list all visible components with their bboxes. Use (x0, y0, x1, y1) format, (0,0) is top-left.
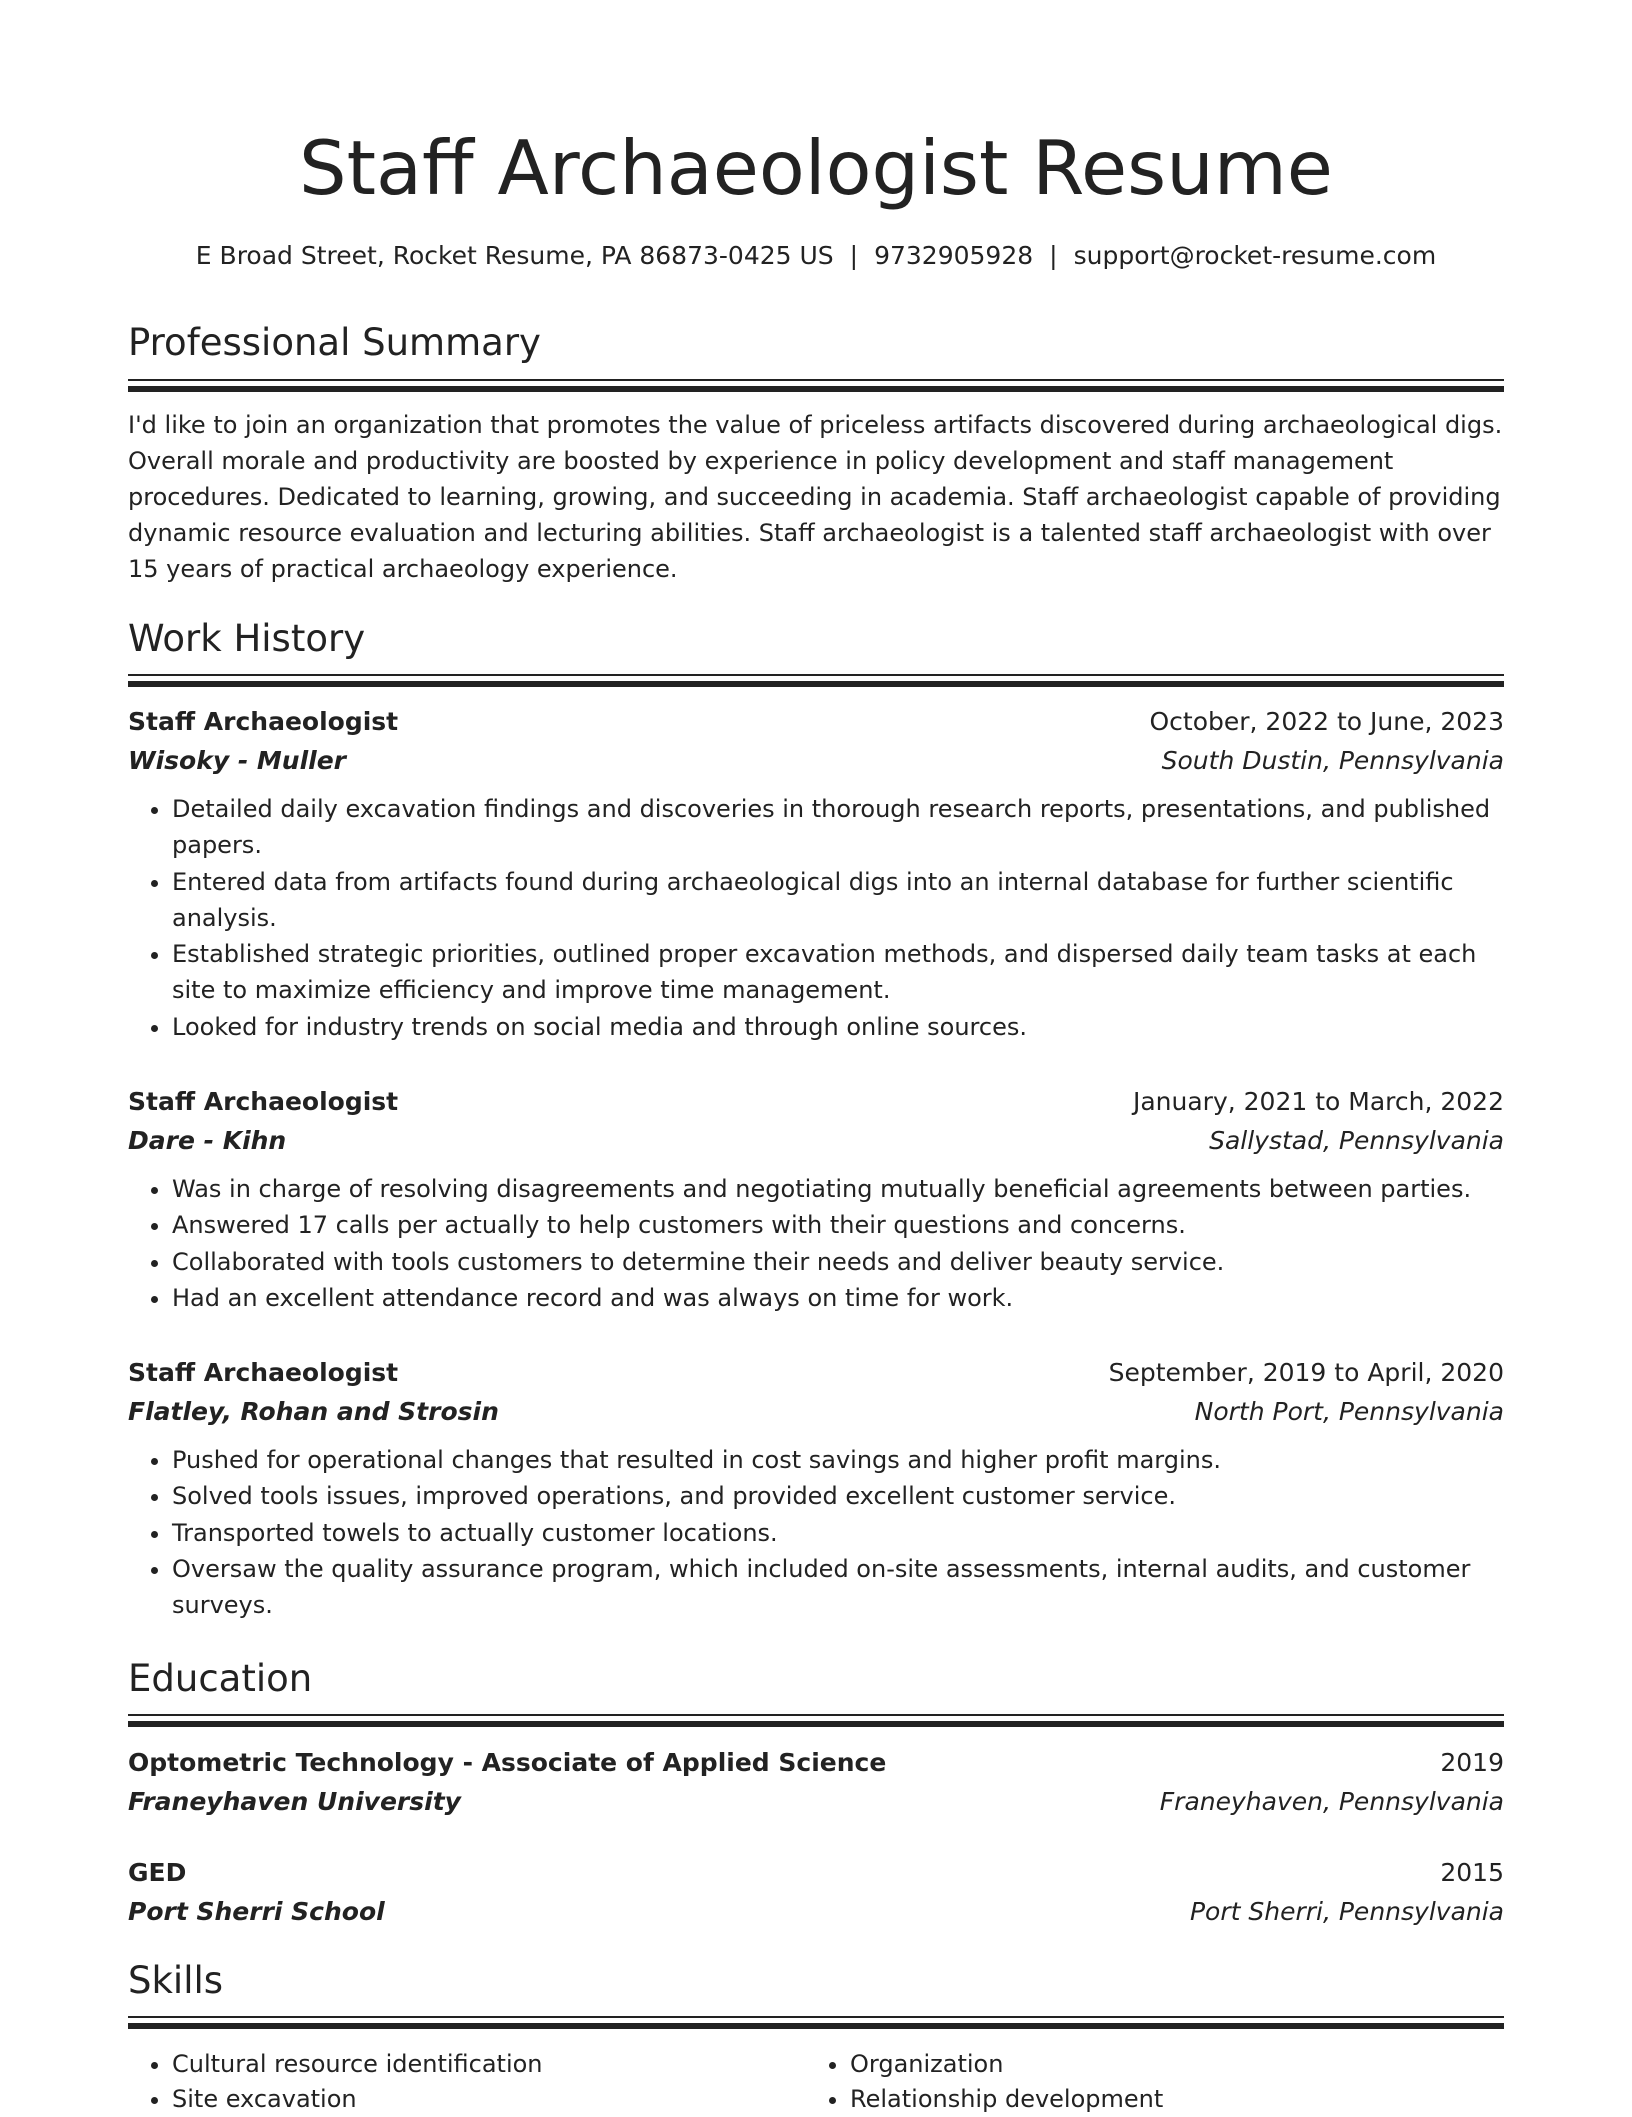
job-bullet: • Answered 17 calls per actually to help customers with their questions and concerns. (172, 1207, 1504, 1243)
skill-item: • Organization (850, 2047, 1484, 2082)
job-dates: October, 2022 to June, 2023 (1149, 707, 1504, 736)
job-title: Staff Archaeologist (128, 1087, 399, 1116)
job-company: Flatley, Rohan and Strosin (128, 1397, 499, 1426)
education-year: 2015 (1440, 1858, 1504, 1887)
job-bullet: • Detailed daily excavation findings and discoveries in thorough research reports, presentations, and published papers. (172, 791, 1504, 864)
summary-text: I'd like to join an organization that promotes the value of priceless artifacts discovered during archaeological digs. Overall morale and productivity are boosted by experience in policy development and staff management procedures. Dedicated to learning, growing, and succeeding in academia. Staff archaeologist capable of providing dynamic resource evaluation and lecturing abilities. Staff archaeologist is a talented staff archaeologist with over 15 years of practical archaeology experience. (128, 411, 1503, 583)
section-title-skills: Skills (128, 1959, 224, 2002)
job-bullet: • Transported towels to actually customer locations. (172, 1515, 1504, 1551)
job-title: Staff Archaeologist (128, 707, 399, 736)
job-bullet: • Had an excellent attendance record and was always on time for work. (172, 1280, 1504, 1316)
resume-title: Staff Archaeologist Resume (299, 124, 1333, 212)
job-location: South Dustin, Pennsylvania (1161, 746, 1504, 775)
contact-line (128, 238, 1504, 274)
skill-item: • Cultural resource identification (172, 2047, 806, 2082)
resume-page (128, 0, 1504, 2112)
section-divider (128, 2016, 1504, 2029)
education-location: Port Sherri, Pennsylvania (1189, 1897, 1504, 1926)
job-entry (128, 1083, 1504, 1316)
job-bullet: • Pushed for operational changes that resulted in cost savings and higher profit margins. (172, 1442, 1504, 1478)
job-bullet: • Oversaw the quality assurance program, which included on-site assessments, internal audits, and customer surveys. (172, 1551, 1504, 1624)
skills-list (128, 2047, 1504, 2117)
job-location: Sallystad, Pennsylvania (1209, 1126, 1504, 1155)
job-entry (128, 1354, 1504, 1623)
education-school: Port Sherri School (128, 1897, 385, 1926)
contact-email[interactable]: support@rocket-resume.com (1073, 241, 1437, 270)
job-bullet: • Collaborated with tools customers to determine their needs and deliver beauty service. (172, 1244, 1504, 1280)
skills-column-right (806, 2047, 1484, 2117)
skill-item: • Site excavation (172, 2082, 806, 2117)
education-entry (128, 1854, 1504, 1932)
job-entry (128, 703, 1504, 1045)
job-company: Dare - Kihn (128, 1126, 287, 1155)
job-bullet: • Entered data from artifacts found during archaeological digs into an internal database for further scientific analysis. (172, 864, 1504, 937)
contact-separator: | (1049, 241, 1058, 270)
job-bullets (128, 1171, 1504, 1316)
job-dates: September, 2019 to April, 2020 (1108, 1358, 1504, 1387)
job-company: Wisoky - Muller (128, 746, 347, 775)
job-bullets (128, 1442, 1504, 1623)
job-bullet: • Looked for industry trends on social media and through online sources. (172, 1009, 1504, 1045)
education-entry (128, 1744, 1504, 1822)
skills-column-left (128, 2047, 806, 2117)
contact-separator: | (849, 241, 859, 270)
section-title-summary: Professional Summary (128, 321, 541, 364)
skill-item: • Relationship development (850, 2082, 1484, 2117)
section-title-work-history: Work History (128, 617, 366, 660)
job-dates: January, 2021 to March, 2022 (1132, 1087, 1504, 1116)
education-location: Franeyhaven, Pennsylvania (1159, 1787, 1504, 1816)
contact-phone: 9732905928 (874, 241, 1034, 270)
job-bullet: • Established strategic priorities, outlined proper excavation methods, and dispersed daily team tasks at each site to maximize efficiency and improve time management. (172, 936, 1504, 1009)
section-divider (128, 674, 1504, 687)
job-bullet: • Was in charge of resolving disagreements and negotiating mutually beneficial agreements between parties. (172, 1171, 1504, 1207)
contact-address: E Broad Street, Rocket Resume, PA 86873-0425 US (195, 241, 834, 270)
job-bullets (128, 791, 1504, 1045)
section-divider (128, 1714, 1504, 1727)
education-school: Franeyhaven University (128, 1787, 461, 1816)
section-title-education: Education (128, 1657, 313, 1700)
education-year: 2019 (1440, 1748, 1504, 1777)
education-degree: GED (128, 1858, 187, 1887)
job-bullet: • Solved tools issues, improved operations, and provided excellent customer service. (172, 1478, 1504, 1514)
job-title: Staff Archaeologist (128, 1358, 399, 1387)
job-location: North Port, Pennsylvania (1194, 1397, 1504, 1426)
education-degree: Optometric Technology - Associate of Applied Science (128, 1748, 887, 1777)
section-divider (128, 379, 1504, 392)
